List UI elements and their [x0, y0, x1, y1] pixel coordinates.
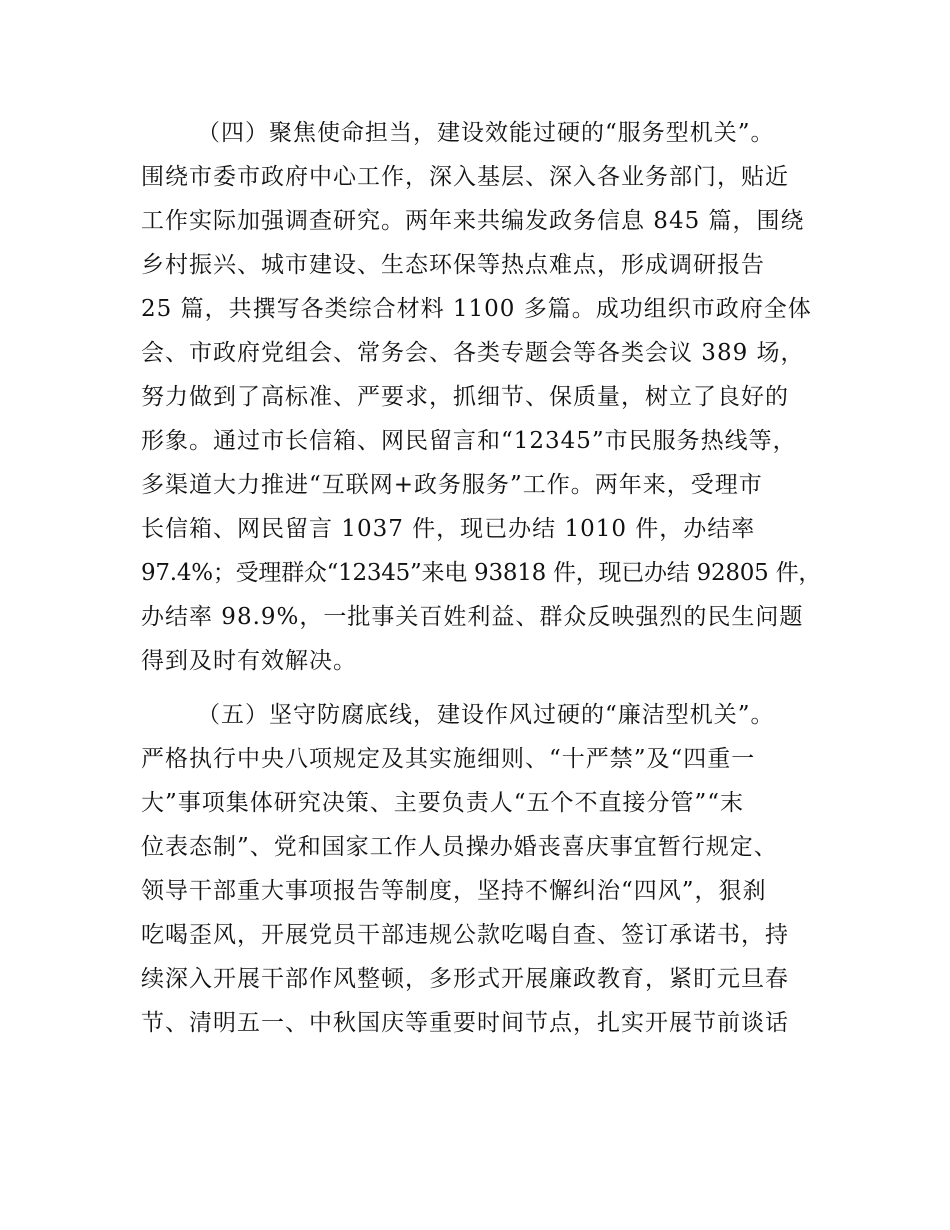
paragraph-line: 位表态制”、党和国家工作人员操办婚丧喜庆事宜暂行规定、 [141, 834, 778, 860]
paragraph-line: 吃喝歪风，开展党员干部违规公款吃喝自查、签订承诺书，持 [141, 922, 789, 948]
paragraph-line: 工作实际加强调查研究。两年来共编发政务信息 845 篇，围绕 [141, 208, 805, 234]
paragraph-line: 大”事项集体研究决策、主要负责人“五个不直接分管”“末 [141, 790, 745, 816]
paragraph-line: 乡村振兴、城市建设、生态环保等热点难点，形成调研报告 [141, 252, 765, 278]
paragraph-line: 会、市政府党组会、常务会、各类专题会等各类会议 389 场， [141, 340, 805, 366]
paragraph-line: 多渠道大力推进“互联网+政务服务”工作。两年来，受理市 [141, 472, 763, 498]
paragraph-line: 长信箱、网民留言 1037 件，现已办结 1010 件，办结率 [141, 516, 756, 542]
paragraph-line: 25 篇，共撰写各类综合材料 1100 多篇。成功组织市政府全体 [141, 296, 812, 322]
paragraph-line: （四）聚焦使命担当，建设效能过硬的“服务型机关”。 [197, 120, 775, 146]
paragraph-line: 续深入开展干部作风整顿，多形式开展廉政教育，紧盯元旦春 [141, 966, 789, 992]
paragraph-line: 97.4%；受理群众“12345”来电 93818 件，现已办结 92805 件， [141, 560, 822, 586]
paragraph-line: 得到及时有效解决。 [141, 648, 357, 674]
paragraph-line: 节、清明五一、中秋国庆等重要时间节点，扎实开展节前谈话 [141, 1010, 789, 1036]
paragraph-line: 形象。通过市长信箱、网民留言和“12345”市民服务热线等， [141, 428, 797, 454]
paragraph-line: 努力做到了高标准、严要求，抓细节、保质量，树立了良好的 [141, 384, 789, 410]
paragraph-line: 办结率 98.9%，一批事关百姓利益、群众反映强烈的民生问题 [141, 604, 804, 630]
paragraph-line: 领导干部重大事项报告等制度，坚持不懈纠治“四风”，狠刹 [141, 878, 767, 904]
paragraph-line: 围绕市委市政府中心工作，深入基层、深入各业务部门，贴近 [141, 164, 789, 190]
paragraph-5 [141, 700, 821, 1040]
paragraph-4 [141, 118, 821, 678]
paragraph-line: （五）坚守防腐底线，建设作风过硬的“廉洁型机关”。 [197, 702, 775, 728]
paragraph-line: 严格执行中央八项规定及其实施细则、“十严禁”及“四重一 [141, 746, 756, 772]
